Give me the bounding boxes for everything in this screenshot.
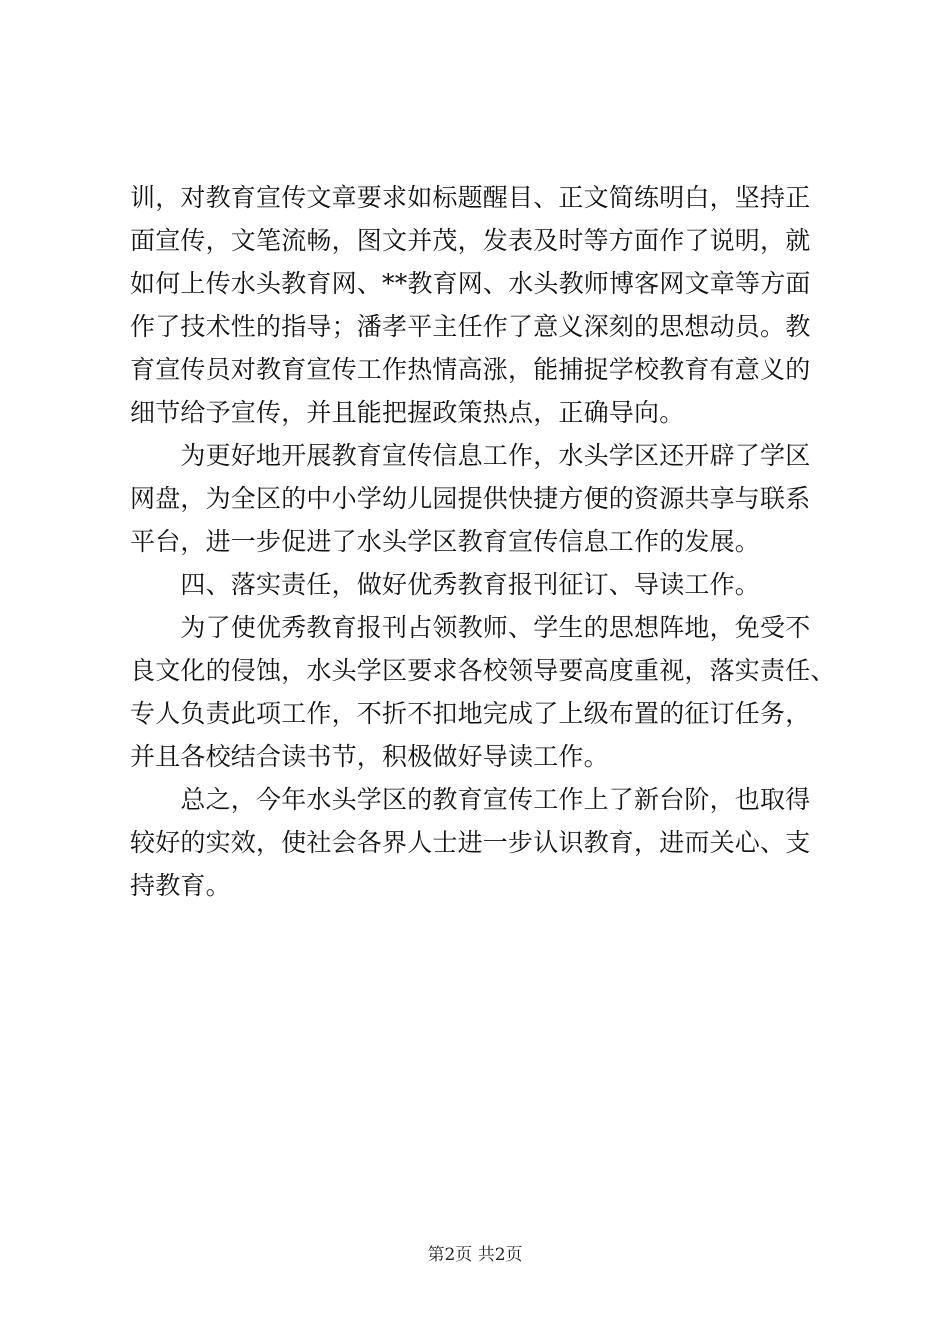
text-line: 作了技术性的指导；潘孝平主任作了意义深刻的思想动员。教 [130, 312, 811, 341]
text-line: 总之，今年水头学区的教育宣传工作上了新台阶，也取得 [130, 785, 811, 814]
text-line: 良文化的侵蚀，水头学区要求各校领导要高度重视，落实责任、 [130, 656, 836, 685]
section-heading: 四、落实责任，做好优秀教育报刊征订、导读工作。 [130, 570, 761, 599]
text-line: 细节给予宣传，并且能把握政策热点，正确导向。 [130, 398, 685, 427]
text-line: 面宣传，文笔流畅，图文并茂，发表及时等方面作了说明，就 [130, 226, 811, 255]
page-number: 第2页 共2页 [427, 1245, 523, 1265]
text-line: 持教育。 [130, 871, 231, 900]
text-line: 平台，进一步促进了水头学区教育宣传信息工作的发展。 [130, 527, 761, 556]
text-line: 如何上传水头教育网、**教育网、水头教师博客网文章等方面 [130, 269, 811, 298]
text-line: 为了使优秀教育报刊占领教师、学生的思想阵地，免受不 [130, 613, 811, 642]
text-line: 较好的实效，使社会各界人士进一步认识教育，进而关心、支 [130, 828, 811, 857]
text-line: 专人负责此项工作，不折不扣地完成了上级布置的征订任务， [130, 699, 811, 728]
text-line: 育宣传员对教育宣传工作热情高涨，能捕捉学校教育有意义的 [130, 355, 811, 384]
text-line: 网盘，为全区的中小学幼儿园提供快捷方便的资源共享与联系 [130, 484, 811, 513]
body-text [130, 176, 850, 907]
page-footer [0, 1244, 950, 1266]
text-line: 训，对教育宣传文章要求如标题醒目、正文简练明白，坚持正 [130, 183, 811, 212]
text-line: 并且各校结合读书节，积极做好导读工作。 [130, 742, 609, 771]
text-line: 为更好地开展教育宣传信息工作，水头学区还开辟了学区 [130, 441, 811, 470]
